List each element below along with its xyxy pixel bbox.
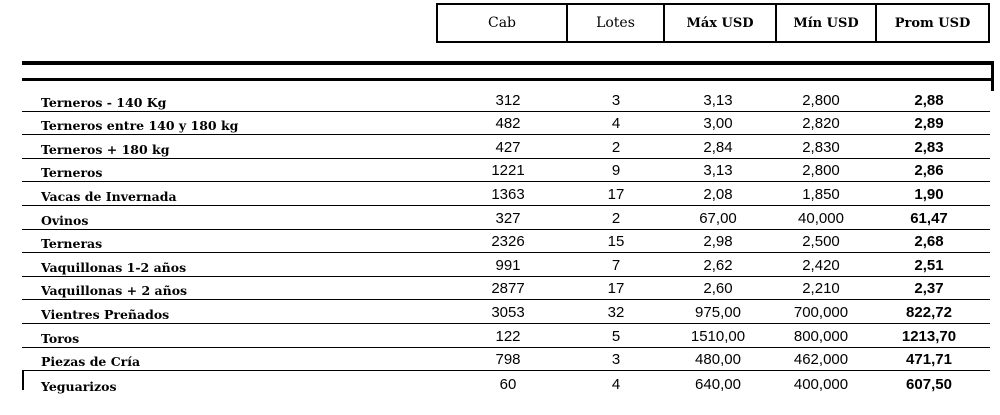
table-row [22,135,990,159]
cell-max-usd: 2,08 [703,185,733,203]
cell-lotes: 2 [611,138,621,156]
cell-cab: 2877 [491,280,525,298]
header-prom-usd: Prom USD [877,3,990,43]
table-row [22,324,990,348]
cell-lotes: 17 [607,185,625,203]
table-header [436,3,990,43]
cell-prom-usd: 2,68 [914,233,944,251]
cell-prom-usd: 1,90 [914,185,944,203]
cell-prom-usd: 1213,70 [901,327,957,345]
table-row [22,182,990,206]
right-border-rule [991,61,994,91]
cell-min-usd: 462,000 [793,351,849,369]
header-divider-band [22,61,994,81]
cell-prom-usd: 2,86 [914,162,944,180]
cell-prom-usd: 2,89 [914,115,944,133]
cell-min-usd: 2,210 [802,280,840,298]
header-max-usd: Máx USD [665,3,777,43]
cell-cab: 1221 [491,162,525,180]
row-label: Ovinos [41,212,89,228]
row-label: Piezas de Cría [41,354,141,370]
header-cab: Cab [436,3,568,43]
cell-cab: 312 [495,91,521,109]
cell-lotes: 4 [611,115,621,133]
cell-prom-usd: 607,50 [906,375,952,393]
left-border-tick [22,370,24,390]
table-row [22,253,990,277]
cell-min-usd: 2,800 [802,162,840,180]
row-label: Terneros - 140 Kg [41,94,167,110]
row-label: Vaquillonas 1-2 años [41,259,187,275]
cell-prom-usd: 822,72 [906,303,952,321]
cell-cab: 60 [499,375,517,393]
cell-min-usd: 2,830 [802,138,840,156]
table-row [22,88,990,112]
cell-cab: 482 [495,115,521,133]
cell-lotes: 3 [611,91,621,109]
cell-min-usd: 400,000 [793,375,849,393]
table-row [22,371,990,395]
table-row [22,112,990,136]
table-row [22,159,990,183]
table-row [22,348,990,372]
cell-lotes: 7 [611,256,621,274]
cell-max-usd: 3,13 [703,162,733,180]
cell-max-usd: 640,00 [695,375,741,393]
cell-prom-usd: 2,83 [914,138,944,156]
cell-min-usd: 2,420 [802,256,840,274]
header-min-usd: Mín USD [777,3,877,43]
table-row [22,206,990,230]
cell-max-usd: 480,00 [695,351,741,369]
row-label: Vientres Preñados [41,306,170,322]
cell-lotes: 15 [607,233,625,251]
cell-prom-usd: 2,37 [914,280,944,298]
cell-lotes: 17 [607,280,625,298]
cell-min-usd: 40,000 [798,209,844,227]
cell-min-usd: 2,500 [802,233,840,251]
cell-max-usd: 2,62 [703,256,733,274]
row-label: Vaquillonas + 2 años [41,283,188,299]
cell-max-usd: 2,60 [703,280,733,298]
row-label: Yeguarizos [41,378,117,394]
cell-max-usd: 3,00 [703,115,733,133]
cell-min-usd: 2,800 [802,91,840,109]
row-label: Terneros entre 140 y 180 kg [41,118,239,134]
row-label: Terneros [41,165,103,181]
cell-max-usd: 2,98 [703,233,733,251]
row-label: Toros [41,330,80,346]
cell-cab: 122 [495,327,521,345]
cell-cab: 427 [495,138,521,156]
cell-max-usd: 2,84 [703,138,733,156]
cell-min-usd: 2,820 [802,115,840,133]
cell-lotes: 3 [611,351,621,369]
cell-max-usd: 3,13 [703,91,733,109]
cell-max-usd: 975,00 [695,303,741,321]
cell-min-usd: 1,850 [802,185,840,203]
cell-min-usd: 700,000 [793,303,849,321]
cell-lotes: 5 [611,327,621,345]
cell-cab: 991 [495,256,521,274]
cell-cab: 3053 [491,303,525,321]
cell-lotes: 9 [611,162,621,180]
header-lotes: Lotes [568,3,665,43]
cell-lotes: 4 [611,375,621,393]
cell-max-usd: 1510,00 [690,327,746,345]
cell-prom-usd: 2,88 [914,91,944,109]
table-row [22,230,990,254]
table-row [22,300,990,324]
cell-cab: 1363 [491,185,525,203]
cell-prom-usd: 61,47 [910,209,948,227]
row-label: Terneras [41,236,103,252]
cell-prom-usd: 471,71 [906,351,952,369]
row-label: Terneros + 180 kg [41,141,170,157]
row-label: Vacas de Invernada [41,188,177,204]
cell-cab: 798 [495,351,521,369]
table-row [22,277,990,301]
cell-cab: 327 [495,209,521,227]
cell-max-usd: 67,00 [699,209,737,227]
price-table-body [22,88,990,395]
cell-lotes: 2 [611,209,621,227]
cell-cab: 2326 [491,233,525,251]
cell-prom-usd: 2,51 [914,256,944,274]
cell-lotes: 32 [607,303,625,321]
cell-min-usd: 800,000 [793,327,849,345]
